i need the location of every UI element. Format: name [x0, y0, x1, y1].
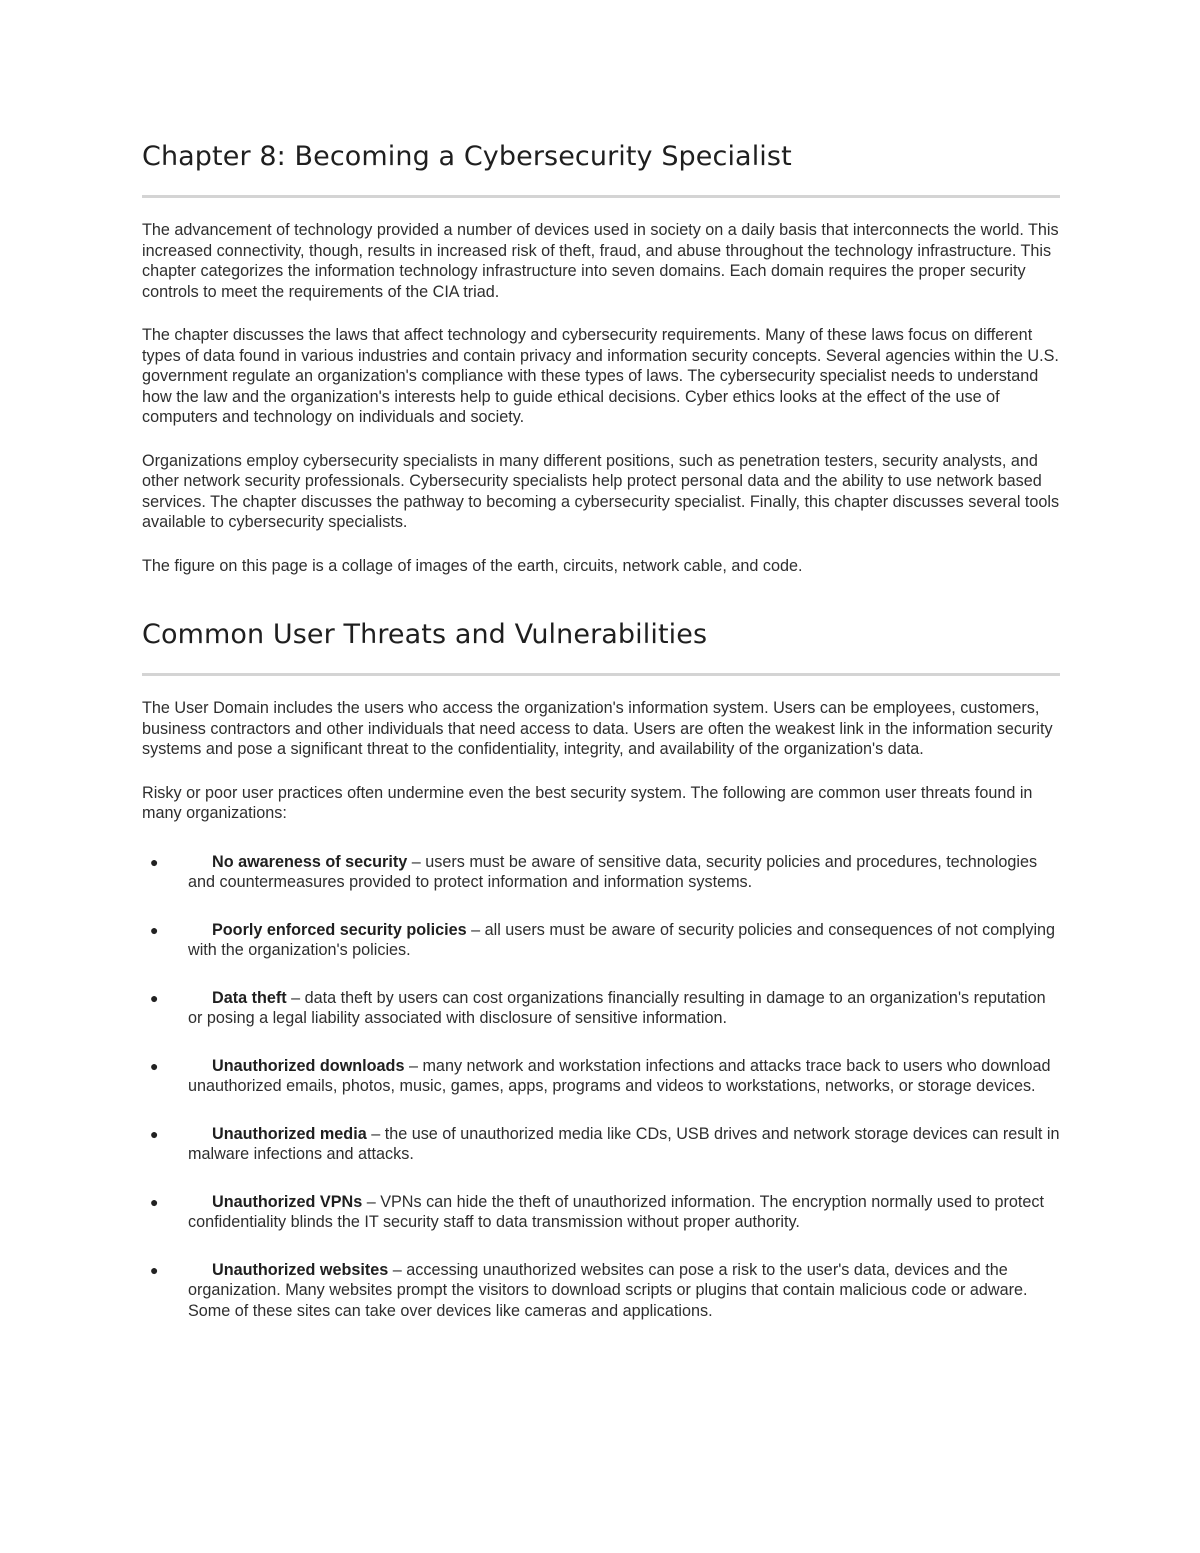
threat-term: No awareness of security — [212, 852, 408, 871]
threats-section-title: Common User Threats and Vulnerabilities — [142, 619, 708, 650]
bullet-icon: ● — [150, 853, 159, 870]
threat-term: Unauthorized VPNs — [212, 1192, 363, 1211]
bullet-icon: ● — [150, 1261, 159, 1278]
document-page — [142, 138, 1060, 1348]
chapter-paragraph-4: The figure on this page is a collage of images of the earth, circuits, network cable, and code. — [142, 556, 803, 575]
list-item — [142, 1192, 1060, 1233]
threat-term: Data theft — [212, 988, 287, 1007]
threat-term: Poorly enforced security policies — [212, 920, 467, 939]
threats-paragraph-2: Risky or poor user practices often undermine even the best security system. The following are common user threats found in many organizations: — [142, 783, 1033, 822]
list-item — [142, 1260, 1060, 1322]
threat-term: Unauthorized downloads — [212, 1056, 405, 1075]
threat-description: – data theft by users can cost organizations financially resulting in damage to an organization's reputation or posing a legal liability associated with disclosure of sensitive information. — [188, 988, 1046, 1027]
chapter-paragraph-1: The advancement of technology provided a number of devices used in society on a daily basis that interconnects the world. This increased connectivity, though, results in increased risk of theft, fraud, and abuse throughout the technology infrastructure. This chapter categorizes the information technology infrastructure into seven domains. Each domain requires the proper security controls to meet the requirements of the CIA triad. — [142, 221, 1059, 301]
list-item — [142, 852, 1060, 893]
threat-description: – all users must be aware of security policies and consequences of not complying with the organization's policies. — [188, 920, 1056, 959]
threats-paragraph-1: The User Domain includes the users who access the organization's information system. Users can be employees, customers, business contractors and other individuals that need access to data. Users are often the weakest link in the information security systems and pose a significant threat to the confidentiality, integrity, and availability of the organization's data. — [142, 699, 1053, 758]
threats-title-divider — [142, 673, 1060, 676]
threat-description: – users must be aware of sensitive data, security policies and procedures, technologies and countermeasures provided to protect information and information systems. — [188, 852, 1038, 891]
threat-description: – the use of unauthorized media like CDs, USB drives and network storage devices can result in malware infections and attacks. — [188, 1124, 1060, 1163]
threat-description: – many network and workstation infections and attacks trace back to users who download unauthorized emails, photos, music, games, apps, programs and videos to workstations, networks, or storage devices. — [188, 1056, 1051, 1095]
list-item — [142, 920, 1060, 961]
list-item — [142, 1056, 1060, 1097]
chapter-paragraph-3: Organizations employ cybersecurity specialists in many different positions, such as penetration testers, security analysts, and other network security professionals. Cybersecurity specialists help protect personal data and the ability to use network based services. The chapter discusses the pathway to becoming a cybersecurity specialist. Finally, this chapter discusses several tools available to cybersecurity specialists. — [142, 451, 1060, 531]
threat-description: – VPNs can hide the theft of unauthorized information. The encryption normally used to protect confidentiality blinds the IT security staff to data transmission without proper authority. — [188, 1192, 1044, 1231]
bullet-icon: ● — [150, 989, 159, 1006]
threats-list — [142, 852, 1060, 1322]
threat-term: Unauthorized websites — [212, 1260, 389, 1279]
list-item — [142, 1124, 1060, 1165]
threats-section — [142, 616, 1060, 1321]
chapter-title-divider — [142, 195, 1060, 198]
chapter-title: Chapter 8: Becoming a Cybersecurity Specialist — [142, 141, 792, 172]
list-item — [142, 988, 1060, 1029]
bullet-icon: ● — [150, 1057, 159, 1074]
threat-term: Unauthorized media — [212, 1124, 367, 1143]
chapter-paragraph-2: The chapter discusses the laws that affect technology and cybersecurity requirements. Many of these laws focus on different types of data found in various industries and contain privacy and information security concepts. Several agencies within the U.S. government regulate an organization's compliance with these types of laws. The cybersecurity specialist needs to understand how the law and the organization's interests help to guide ethical decisions. Cyber ethics looks at the effect of the use of computers and technology on individuals and society. — [142, 326, 1059, 426]
bullet-icon: ● — [150, 1125, 159, 1142]
threat-description: – accessing unauthorized websites can pose a risk to the user's data, devices and the organization. Many websites prompt the visitors to download scripts or plugins that contain malicious code or adware. Some of these sites can take over devices like cameras and applications. — [188, 1260, 1028, 1320]
bullet-icon: ● — [150, 921, 159, 938]
bullet-icon: ● — [150, 1193, 159, 1210]
